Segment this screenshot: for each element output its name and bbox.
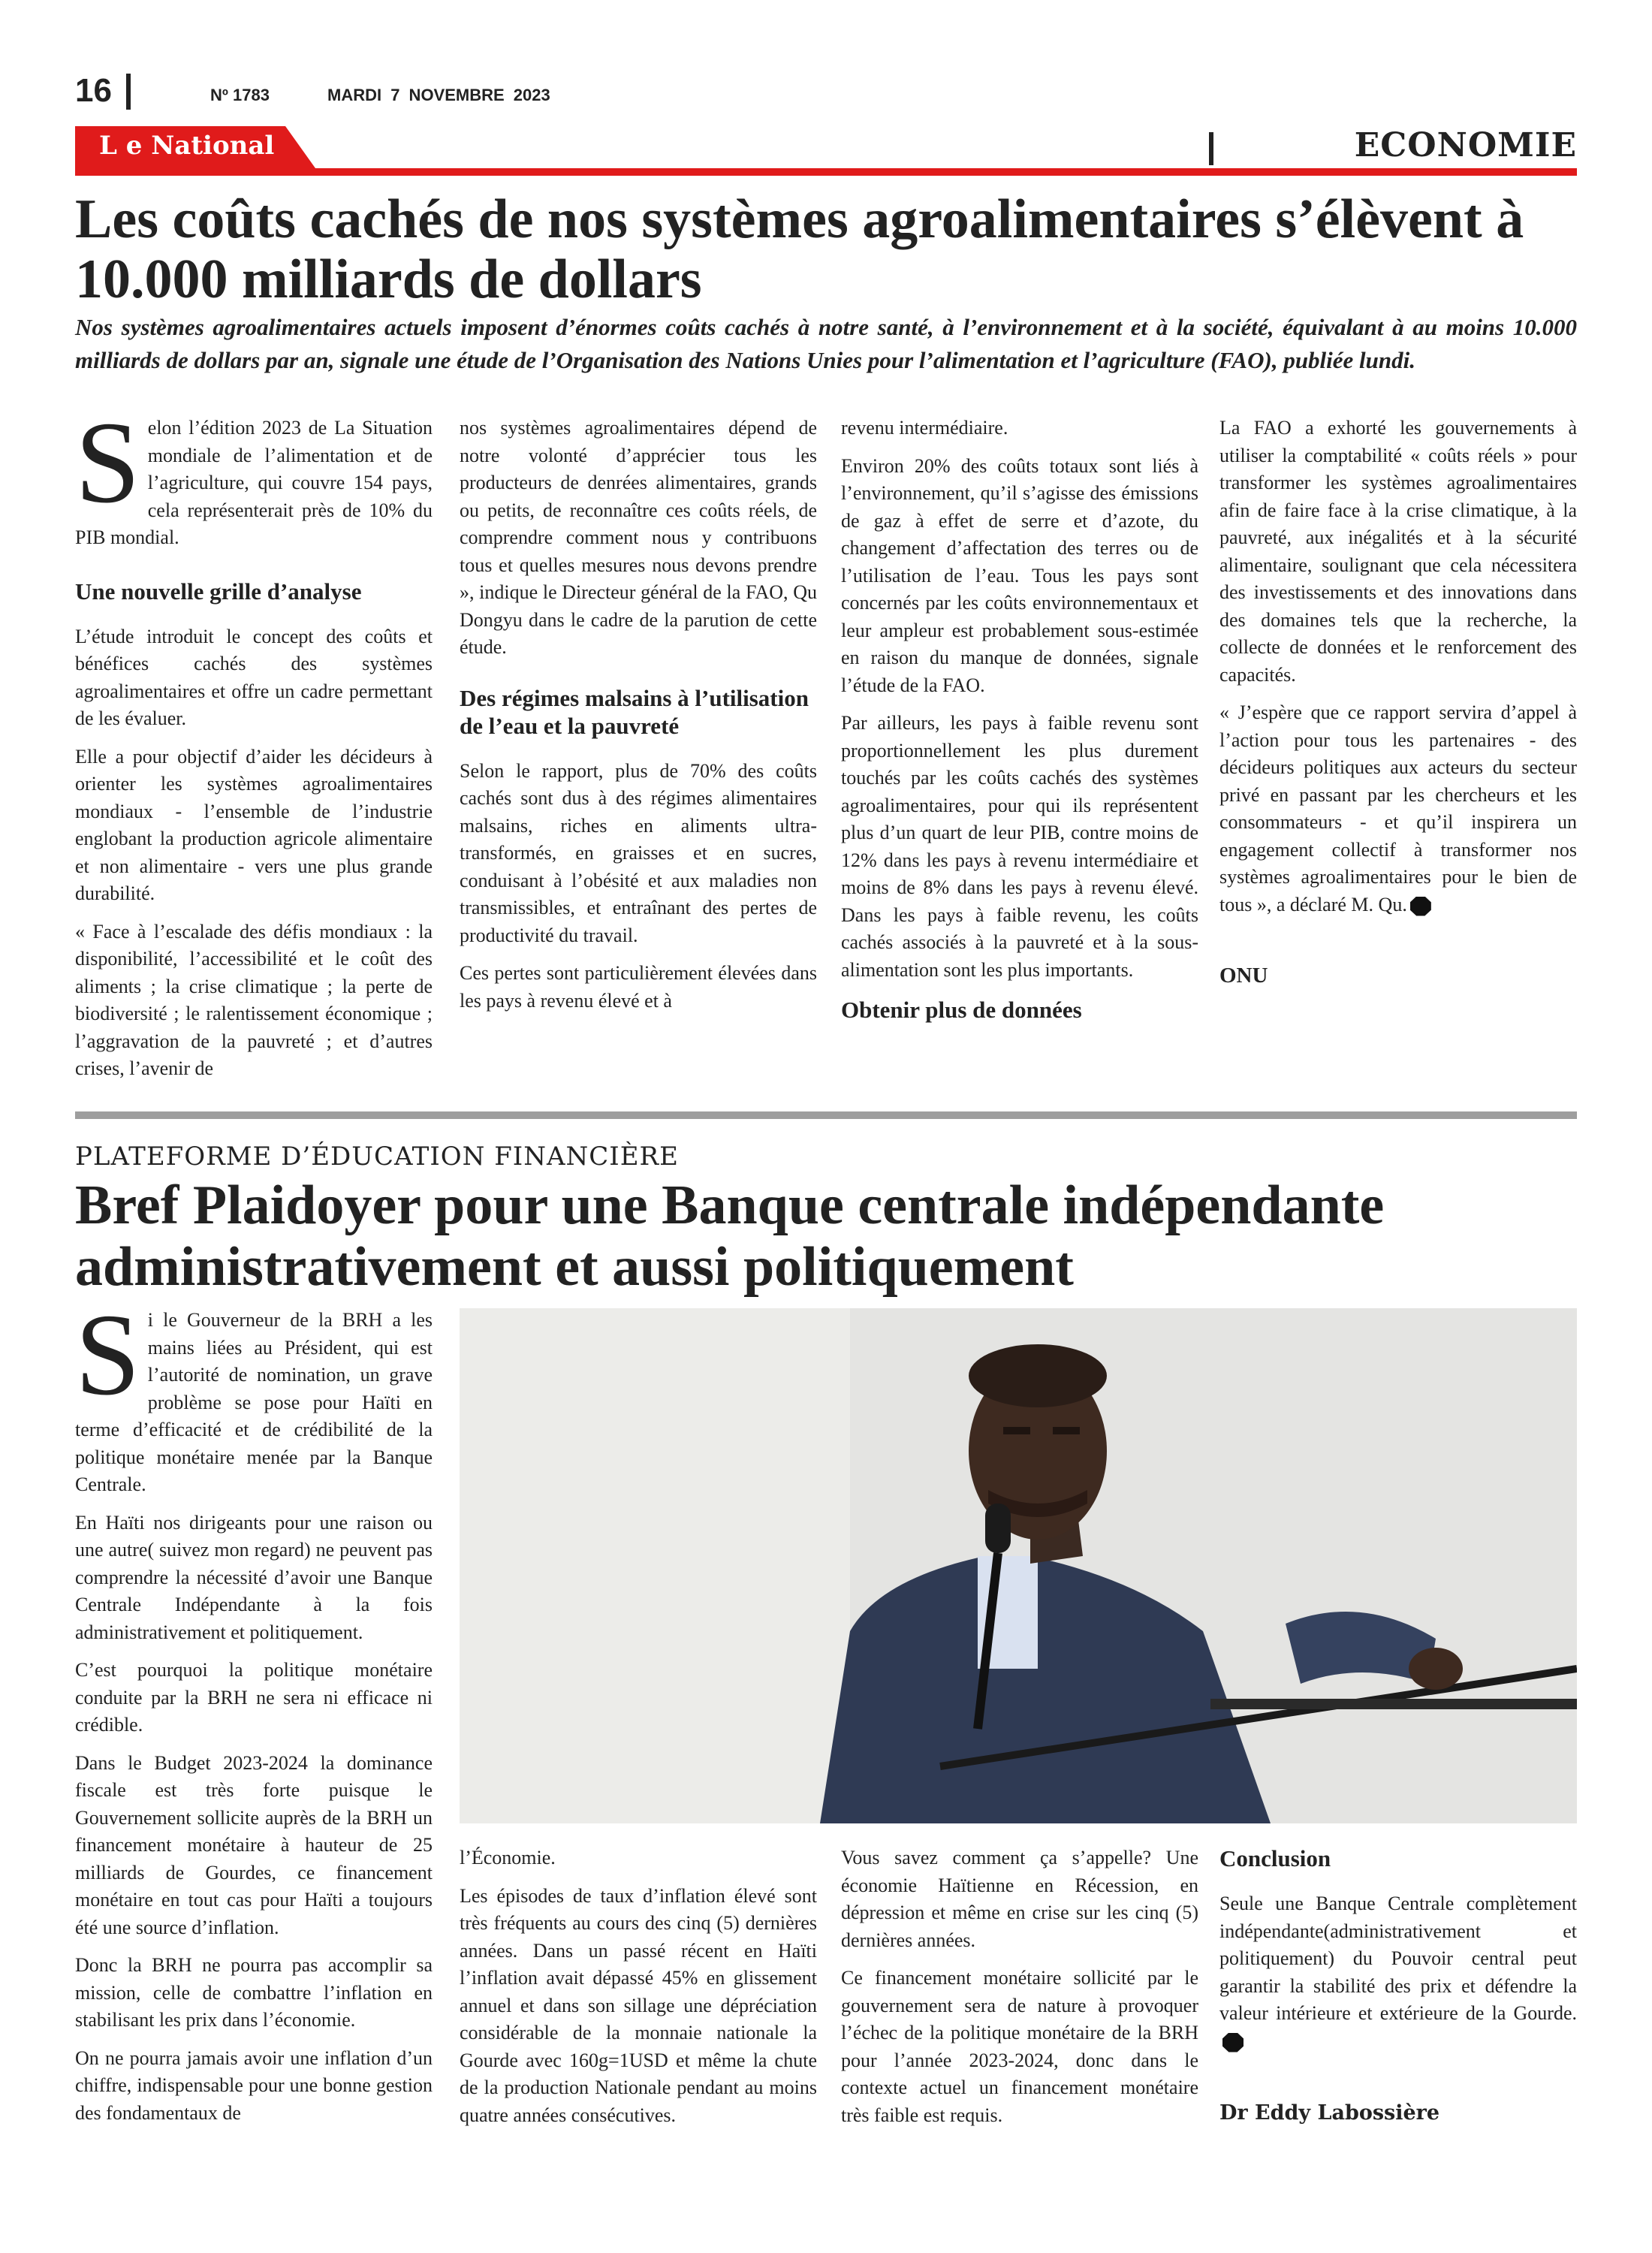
paragraph: nos systèmes agroalimentaires dépend de notre volonté d’apprécier tous les producteurs de denrées alimentaires, grands ou petits, de reconnaître ces coûts réels, de comprendre comment nous y contribuons tous et quelles mesures nous devons prendre », indique le Directeur général de la FAO, Qu Dongyu dans le cadre de la parution de cette étude. bbox=[460, 417, 817, 658]
drop-cap: S bbox=[75, 397, 140, 527]
paragraph: « J’espère que ce rapport servira d’appel à l’action pour tous les partenaires - des décideurs politiques aux acteurs du secteur privé en passant par les chercheurs et les consommateurs - et qu’il inspirera un engagement collectif à transformer nos systèmes agroalimentaires pour le bien de tous », a déclaré M. Qu. bbox=[1219, 701, 1577, 915]
paragraph: Elle a pour objectif d’aider les décideurs à orienter les systèmes agroalimentaires mondiaux - l’ensemble de l’industrie englobant la production agricole alimentaire et non alimentaire - vers une plus grande durabilité. bbox=[75, 745, 433, 904]
page-number-divider bbox=[126, 74, 131, 110]
article-separator bbox=[75, 1111, 1577, 1119]
brand-name: L e National bbox=[99, 131, 275, 161]
article1-column-2 bbox=[460, 415, 817, 1025]
article1-column-3 bbox=[841, 415, 1198, 1042]
issue-date: MARDI 7 NOVEMBRE 2023 bbox=[327, 86, 550, 104]
end-mark-icon bbox=[1222, 2033, 1244, 2052]
header-rule bbox=[75, 168, 1577, 176]
paragraph: En Haïti nos dirigeants pour une raison ou une autre( suivez mon regard) ne peuvent pas comprendre la nécessité d’avoir une Banque Centrale Indépendante à la fois administrativement et politiquement. bbox=[75, 1511, 433, 1643]
paragraph: Ces pertes sont particulièrement élevées dans les pays à revenu élevé et à bbox=[460, 962, 817, 1012]
article1-column-1 bbox=[75, 397, 433, 1093]
article2-column-4 bbox=[1219, 1844, 1577, 2138]
paragraph: Seule une Banque Centrale complètement indépendante(administrativement et politiquement) du Pouvoir central peut garantir la stabilité des prix et défendre la valeur intérieure et extérieure de la Gourde. bbox=[1219, 1893, 1577, 2024]
section-name: ECONOMIE bbox=[1354, 126, 1577, 164]
paragraph: i le Gouverneur de la BRH a les mains liées au Président, qui est l’autorité de nomination, un grave problème se pose pour Haïti en terme d’efficacité et de crédibilité de la politique monétaire menée par la Banque Centrale. bbox=[75, 1309, 433, 1495]
article2-kicker: PLATEFORME D’ÉDUCATION FINANCIÈRE bbox=[75, 1142, 679, 1172]
article1-column-4 bbox=[1219, 415, 1577, 1000]
paragraph: elon l’édition 2023 de La Situation mondiale de l’alimentation et de l’agriculture, qui couvre 154 pays, cela représenterait près de 10% du PIB mondial. bbox=[75, 417, 433, 548]
author-byline: Dr Eddy Labossière bbox=[1219, 2101, 1440, 2125]
paragraph: « Face à l’escalade des défis mondiaux : la disponibilité, l’accessibilité et le coût des aliments ; la crise climatique ; la perte de biodiversité ; le ralentissement économique ; l’aggravation de la pauvreté ; et d’autres crises, l’avenir de bbox=[75, 920, 433, 1079]
article2-column-1 bbox=[75, 1289, 433, 2137]
subheading: Une nouvelle grille d’analyse bbox=[75, 578, 362, 605]
paragraph: C’est pourquoi la politique monétaire conduite par la BRH ne sera ni efficace ni crédible. bbox=[75, 1659, 433, 1736]
paragraph: Vous savez comment ça s’appelle? Une économie Haïtienne en Récession, en dépression et même en crise sur les cinq (5) dernières années. bbox=[841, 1847, 1198, 1951]
paragraph: Dans le Budget 2023-2024 la dominance fiscale est très forte puisque le Gouvernement sollicite auprès de la BRH un financement monétaire à hauteur de 25 milliards de Gourdes, ce financement monétaire en tout cas pour Haïti a toujours été une source d’inflation. bbox=[75, 1751, 433, 1938]
paragraph: L’étude introduit le concept des coûts et bénéfices cachés des systèmes agroalimentaires et offre un cadre permettant de les évaluer. bbox=[75, 625, 433, 729]
article1-title: Les coûts cachés de nos systèmes agroalimentaires s’élèvent à 10.000 milliards de dollars bbox=[75, 189, 1524, 310]
paragraph: On ne pourra jamais avoir une inflation d’un chiffre, indispensable pour une bonne gestion des fondamentaux de bbox=[75, 2046, 433, 2124]
subheading: Des régimes malsains à l’utilisation de l’eau et la pauvreté bbox=[460, 684, 809, 739]
paragraph: Donc la BRH ne pourra pas accomplir sa mission, celle de combattre l’inflation en stabilisant les prix dans l’économie. bbox=[75, 1954, 433, 2031]
end-mark-icon bbox=[1410, 897, 1431, 916]
article2-title: Bref Plaidoyer pour une Banque centrale indépendante administrativement et aussi politiquement bbox=[75, 1175, 1385, 1298]
drop-cap: S bbox=[75, 1289, 140, 1419]
page-number: 16 bbox=[75, 72, 112, 109]
brand-band bbox=[75, 126, 1577, 179]
paragraph: Ce financement monétaire sollicité par le gouvernement sera de nature à provoquer l’échec de la politique monétaire de la BRH pour l’année 2023-2024, donc dans le contexte actuel un financement monétaire très faible est requis. bbox=[841, 1967, 1198, 2126]
paragraph: revenu intermédiaire. bbox=[841, 417, 1008, 439]
article-source: ONU bbox=[1219, 964, 1268, 988]
paragraph: l’Économie. bbox=[460, 1847, 556, 1868]
paragraph: Environ 20% des coûts totaux sont liés à l’environnement, qu’il s’agisse des émissions de gaz à effet de serre et d’azote, du changement d’affectation des terres ou de l’utilisation de l’eau. Tous les pays sont concernés par les coûts environnementaux et leur ampleur est probablement sous-estimée en raison du manque de données, signale l’étude de la FAO. bbox=[841, 454, 1198, 696]
article2-column-3 bbox=[841, 1844, 1198, 2140]
paragraph: La FAO a exhorté les gouvernements à utiliser la comptabilité « coûts réels » pour transformer les systèmes agroalimentaires afin de faire face à la crise climatique, à la pauvreté, aux inégalités et à la sécurité alimentaire, soulignant que cela nécessitera des investissements et des innovations dans des domaines tels que la recherche, la collecte de données et le renforcement des capacités. bbox=[1219, 417, 1577, 686]
paragraph: Les épisodes de taux d’inflation élevé sont très fréquents au cours des cinq (5) dernières années. Dans un passé récent en Haïti l’inflation avait dépassé 45% en glissement annuel et dans son sillage une dépréciation considérable de la monnaie nationale la Gourde avec 160g=1USD et même la chute de la production Nationale pendant au moins quatre années consécutives. bbox=[460, 1884, 817, 2126]
section-divider bbox=[1209, 132, 1213, 165]
subheading: Obtenir plus de données bbox=[841, 997, 1082, 1023]
masthead bbox=[75, 72, 1577, 117]
issue-number: Nº 1783 bbox=[210, 86, 270, 104]
paragraph: Selon le rapport, plus de 70% des coûts cachés sont dus à des régimes alimentaires malsains, riches en aliments ultra-transformés, en graisses et en sucres, conduisant à l’obésité et aux maladies non transmissibles, et entraînant des pertes de productivité du travail. bbox=[460, 759, 817, 946]
speaker-photo bbox=[460, 1308, 1577, 1823]
article1-lead: Nos systèmes agroalimentaires actuels imposent d’énormes coûts cachés à notre santé, à l’environnement et à la société, équivalant à au moins 10.000 milliards de dollars par an, signale une étude de l’Organisation des Nations Unies pour l’alimentation et l’agriculture (FAO), publiée lundi. bbox=[75, 314, 1577, 373]
subheading: Conclusion bbox=[1219, 1845, 1331, 1871]
speaker-illustration bbox=[460, 1308, 1577, 1823]
paragraph: Par ailleurs, les pays à faible revenu sont proportionnellement les plus durement touchés par les coûts cachés des systèmes agroalimentaires, pour qui ils représentent plus d’un quart de leur PIB, contre moins de 12% dans les pays à revenu intermédiaire et moins de 8% dans les pays à revenu élevé. Dans les pays à faible revenu, les coûts cachés associés à la pauvreté et à la sous-alimentation sont les plus importants. bbox=[841, 712, 1198, 981]
article2-column-2 bbox=[460, 1844, 817, 2140]
